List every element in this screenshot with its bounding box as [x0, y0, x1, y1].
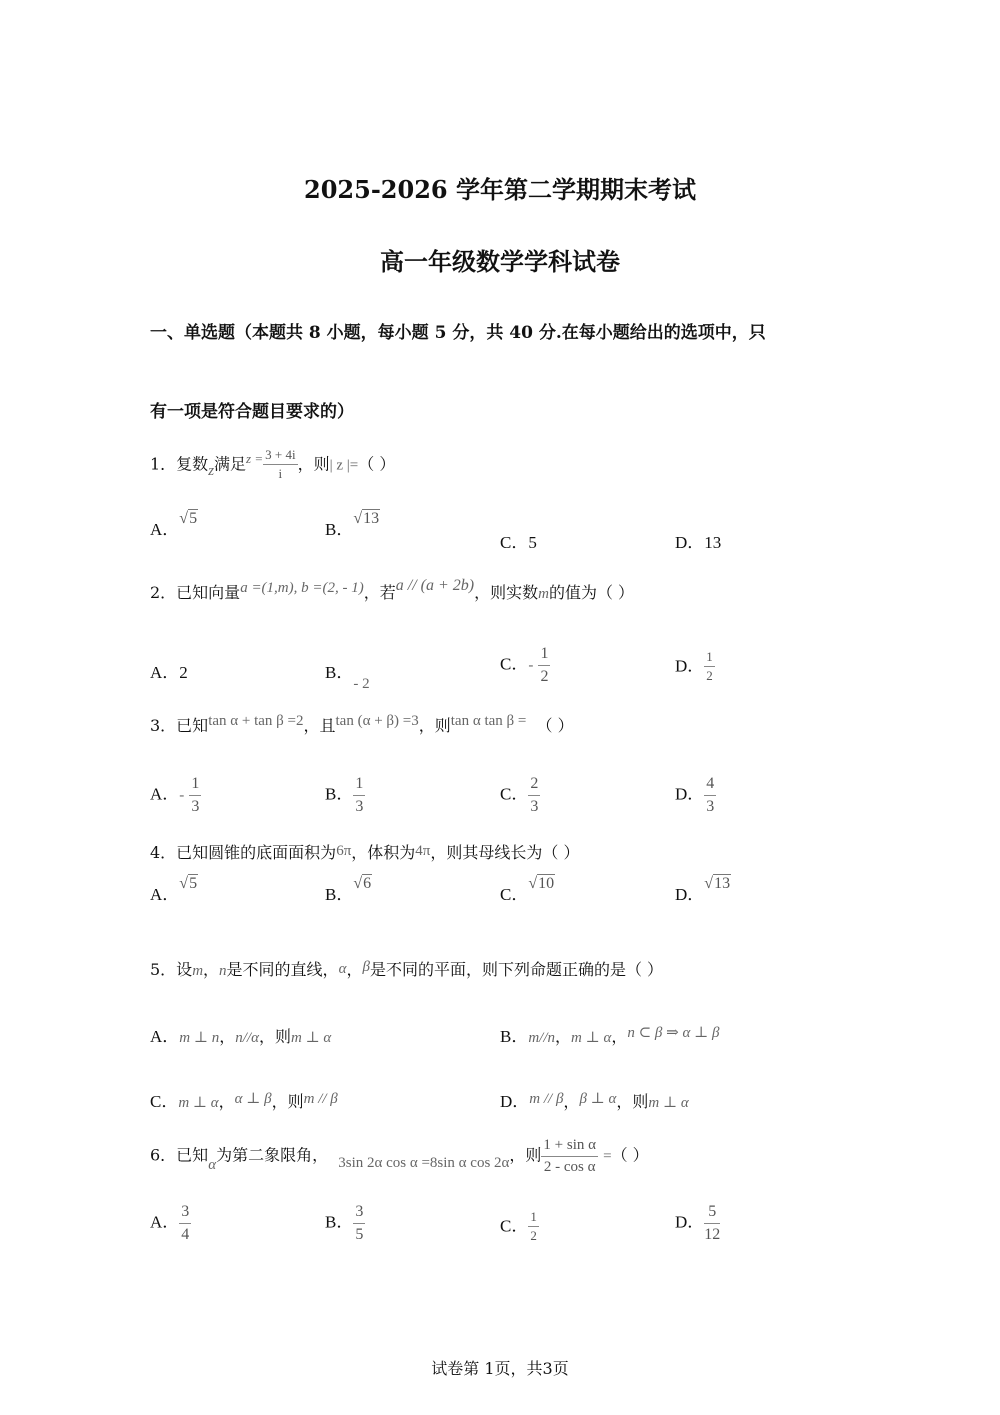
page-footer: 试卷第 1页，共3页	[431, 1359, 569, 1378]
q6-option-d[interactable]: D． $\frac{5}{12}$	[675, 1203, 721, 1243]
q1-option-b[interactable]: B．√13	[325, 510, 380, 539]
q4-option-d[interactable]: D．√13	[675, 875, 731, 904]
q4-option-b[interactable]: B．√6	[325, 875, 372, 904]
q2-option-b[interactable]: B．- 2	[325, 663, 370, 692]
q5-option-b[interactable]: B．m//n，m ⊥ α，n ⊂ β ⇒ α ⊥ β	[500, 1025, 720, 1046]
sqrt-expr: √6	[353, 875, 372, 892]
q6-option-b[interactable]: B． $\frac{3}{5}$	[325, 1203, 364, 1243]
q4-option-a[interactable]: A．√5	[150, 875, 198, 904]
question-6: 6．已知α为第二象限角， 3sin 2α cos α =8sin α cos 2α，则 $\frac{\text{1 + sin α}}{\text{2 - cos α}}$ =（ ）	[150, 1137, 649, 1175]
sqrt-expr: √5	[179, 510, 198, 527]
fraction: $\frac{2}{3}$	[530, 775, 539, 815]
section-heading-line2: 有一项是符合题目要求的）	[150, 402, 354, 422]
q5-option-a[interactable]: A．m ⊥ n，n//α，则m ⊥ α	[150, 1027, 332, 1046]
q1-option-a[interactable]: A．√5	[150, 510, 198, 539]
q3-option-d[interactable]: D． $\frac{4}{3}$	[675, 775, 715, 815]
fraction: $\frac{5}{12}$	[704, 1203, 721, 1243]
q2-option-a[interactable]: A．2	[150, 663, 188, 682]
q3-option-a[interactable]: A．- $\frac{1}{3}$	[150, 775, 200, 815]
sqrt-expr: √10	[528, 875, 555, 892]
sqrt-expr: √13	[353, 510, 380, 527]
q3-option-b[interactable]: B． $\frac{1}{3}$	[325, 775, 364, 815]
fraction: $\frac{1}{2}$	[706, 649, 713, 684]
fraction: $\frac{1}{3}$	[191, 775, 200, 815]
section-heading-line1: 一、单选题（本题共 8 小题，每小题 5 分，共 40 分.在每小题给出的选项中，只	[150, 323, 766, 343]
fraction: $\frac{1}{3}$	[355, 775, 364, 815]
fraction: $\frac{3 + 4i}{i}$	[265, 447, 296, 482]
exam-title: 2025-2026 学年第二学期期末考试	[304, 175, 696, 204]
q2-option-c[interactable]: C．- $\frac{1}{2}$	[500, 645, 549, 685]
fraction: $\frac{\text{1 + sin α}}{\text{2 - cos α}}$	[543, 1137, 596, 1175]
fraction: $\frac{4}{3}$	[706, 775, 715, 815]
question-2: 2．已知向量a =(1,m), b =(2, - 1)，若a // (a + 2b)，则实数m的值为（ ）	[150, 577, 635, 602]
q1-option-c[interactable]: C．5	[500, 533, 537, 552]
q5-option-c[interactable]: C．m ⊥ α，α ⊥ β，则m // β	[150, 1091, 338, 1111]
question-3: 3．已知tan α + tan β =2，且tan (α + β) =3，则tan α tan β = （ ）	[150, 713, 574, 735]
question-4: 4．已知圆锥的底面面积为6π，体积为4π，则其母线长为（ ）	[150, 843, 580, 862]
q6-option-a[interactable]: A． $\frac{3}{4}$	[150, 1203, 190, 1243]
q2-option-d[interactable]: D． $\frac{1}{2}$	[675, 649, 713, 684]
fraction: $\frac{1}{2}$	[530, 1209, 537, 1244]
q6-option-c[interactable]: C． $\frac{1}{2}$	[500, 1209, 537, 1244]
q1-option-d[interactable]: D．13	[675, 533, 722, 552]
q4-option-c[interactable]: C．√10	[500, 875, 555, 904]
question-5: 5．设m，n是不同的直线，α，β是不同的平面，则下列命题正确的是（ ）	[150, 959, 664, 979]
fraction: $\frac{3}{5}$	[355, 1203, 364, 1243]
exam-subtitle: 高一年级数学学科试卷	[380, 247, 620, 276]
q3-option-c[interactable]: C． $\frac{2}{3}$	[500, 775, 539, 815]
q5-option-d[interactable]: D．m // β，β ⊥ α，则m ⊥ α	[500, 1091, 689, 1111]
sqrt-expr: √5	[179, 875, 198, 892]
question-1: 1．复数z满足$^{z =}$ $\frac{3 + 4i}{i}$ ，则| z |=（ ）	[150, 447, 396, 482]
sqrt-expr: √13	[704, 875, 731, 892]
fraction: $\frac{3}{4}$	[181, 1203, 190, 1243]
fraction: $\frac{1}{2}$	[540, 645, 549, 685]
